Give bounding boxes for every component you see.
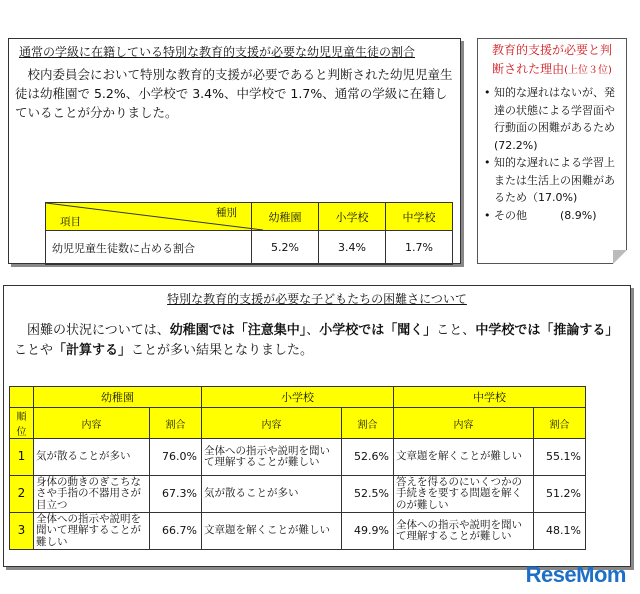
resemom-logo: ReseMom bbox=[525, 562, 626, 587]
difficulty-title: 特別な教育的支援が必要な子どもたちの困難さについて bbox=[167, 292, 467, 306]
group-elementary: 小学校 bbox=[202, 387, 394, 408]
rate-panel-text: 校内委員会において特別な教育的支援が必要であると判断された幼児児童生徒は幼稚園で 5.2%、小学校で 3.4%、中学校で 1.7%、通常の学級に在籍していることが分かりました。 bbox=[15, 67, 453, 120]
ratio-cell: 55.1% bbox=[534, 439, 586, 476]
header-junior-high: 中学校 bbox=[386, 203, 453, 231]
reasons-panel bbox=[477, 38, 627, 264]
content-cell: 文章題を解くことが難しい bbox=[394, 439, 534, 476]
header-kindergarten: 幼稚園 bbox=[252, 203, 319, 231]
summary-bold: 幼稚園では「注意集中」 bbox=[169, 323, 307, 338]
summary-text: ことが多い結果となりました。 bbox=[131, 343, 314, 358]
summary-text: ことや bbox=[14, 343, 54, 358]
header-elementary: 小学校 bbox=[319, 203, 386, 231]
content-header: 内容 bbox=[394, 408, 534, 439]
reasons-list bbox=[484, 84, 626, 224]
ratio-cell: 66.7% bbox=[150, 513, 202, 550]
ratio-cell: 76.0% bbox=[150, 439, 202, 476]
ratio-cell: 52.5% bbox=[342, 476, 394, 513]
content-cell: 答えを得るのにいくつかの手続きを要する問題を解くのが難しい bbox=[394, 476, 534, 513]
content-cell: 気が散ることが多い bbox=[34, 439, 150, 476]
ratio-cell: 51.2% bbox=[534, 476, 586, 513]
difficulty-panel bbox=[3, 285, 631, 567]
reasons-title-line2: 断された理由 bbox=[492, 62, 565, 76]
ratio-cell: 49.9% bbox=[342, 513, 394, 550]
reason-item: • その他 (8.9%) bbox=[484, 207, 622, 225]
summary-bold: 「計算する」 bbox=[53, 343, 132, 358]
summary-text: 、 bbox=[306, 323, 320, 338]
rate-elementary: 3.4% bbox=[319, 231, 386, 265]
content-cell: 身体の動きのぎこちなさや手指の不器用さが目立つ bbox=[34, 476, 150, 513]
reason-item: • 知的な遅れによる学習上または生活上の困難があるため（17.0%) bbox=[484, 154, 622, 207]
summary-bold: 小学校では「聞く」 bbox=[319, 323, 437, 338]
content-cell: 全体への指示や説明を聞いて理解することが難しい bbox=[394, 513, 534, 550]
content-cell: 全体への指示や説明を聞いて理解することが難しい bbox=[202, 439, 342, 476]
corner-top-label: 種別 bbox=[216, 207, 237, 219]
difficulty-table bbox=[9, 386, 586, 550]
content-cell: 気が散ることが多い bbox=[202, 476, 342, 513]
reasons-title-note: (上位３位) bbox=[564, 65, 612, 76]
reasons-title-line1: 教育的支援が必要と判 bbox=[491, 43, 612, 57]
rank-cell: 2 bbox=[10, 476, 34, 513]
ratio-header: 割合 bbox=[150, 408, 202, 439]
content-cell: 全体への指示や説明を聞いて理解することが難しい bbox=[34, 513, 150, 550]
rank-cell: 3 bbox=[10, 513, 34, 550]
content-header: 内容 bbox=[34, 408, 150, 439]
content-header: 内容 bbox=[202, 408, 342, 439]
ratio-header: 割合 bbox=[342, 408, 394, 439]
corner-bottom-label: 項目 bbox=[60, 216, 81, 228]
rank-cell: 1 bbox=[10, 439, 34, 476]
table-row bbox=[10, 513, 586, 550]
rank-header: 順位 bbox=[10, 408, 34, 439]
summary-bold: 中学校では「推論する」 bbox=[475, 323, 619, 338]
table-row bbox=[10, 439, 586, 476]
ratio-cell: 48.1% bbox=[534, 513, 586, 550]
group-junior-high: 中学校 bbox=[394, 387, 586, 408]
rate-panel-title: 通常の学級に在籍している特別な教育的支援が必要な幼児児童生徒の割合 bbox=[19, 45, 416, 59]
summary-text: 困難の状況については、 bbox=[27, 323, 170, 338]
summary-text: こと、 bbox=[436, 323, 476, 338]
table-row bbox=[10, 476, 586, 513]
page-fold-icon bbox=[613, 250, 627, 264]
ratio-cell: 52.6% bbox=[342, 439, 394, 476]
content-cell: 文章題を解くことが難しい bbox=[202, 513, 342, 550]
rate-junior-high: 1.7% bbox=[386, 231, 453, 265]
rate-table-corner bbox=[46, 203, 252, 231]
reason-item: • 知的な遅れはないが、発達の状態による学習面や行動面の困難があるため (72.2%) bbox=[484, 84, 622, 154]
rate-table bbox=[45, 202, 453, 265]
difficulty-summary bbox=[14, 321, 624, 361]
blank-header bbox=[10, 387, 34, 408]
rate-row-label: 幼児児童生徒数に占める割合 bbox=[46, 231, 252, 265]
rate-panel-body bbox=[15, 65, 455, 122]
reasons-title bbox=[478, 41, 626, 80]
rate-panel bbox=[8, 38, 461, 264]
rate-kindergarten: 5.2% bbox=[252, 231, 319, 265]
ratio-header: 割合 bbox=[534, 408, 586, 439]
ratio-cell: 67.3% bbox=[150, 476, 202, 513]
group-kindergarten: 幼稚園 bbox=[34, 387, 202, 408]
